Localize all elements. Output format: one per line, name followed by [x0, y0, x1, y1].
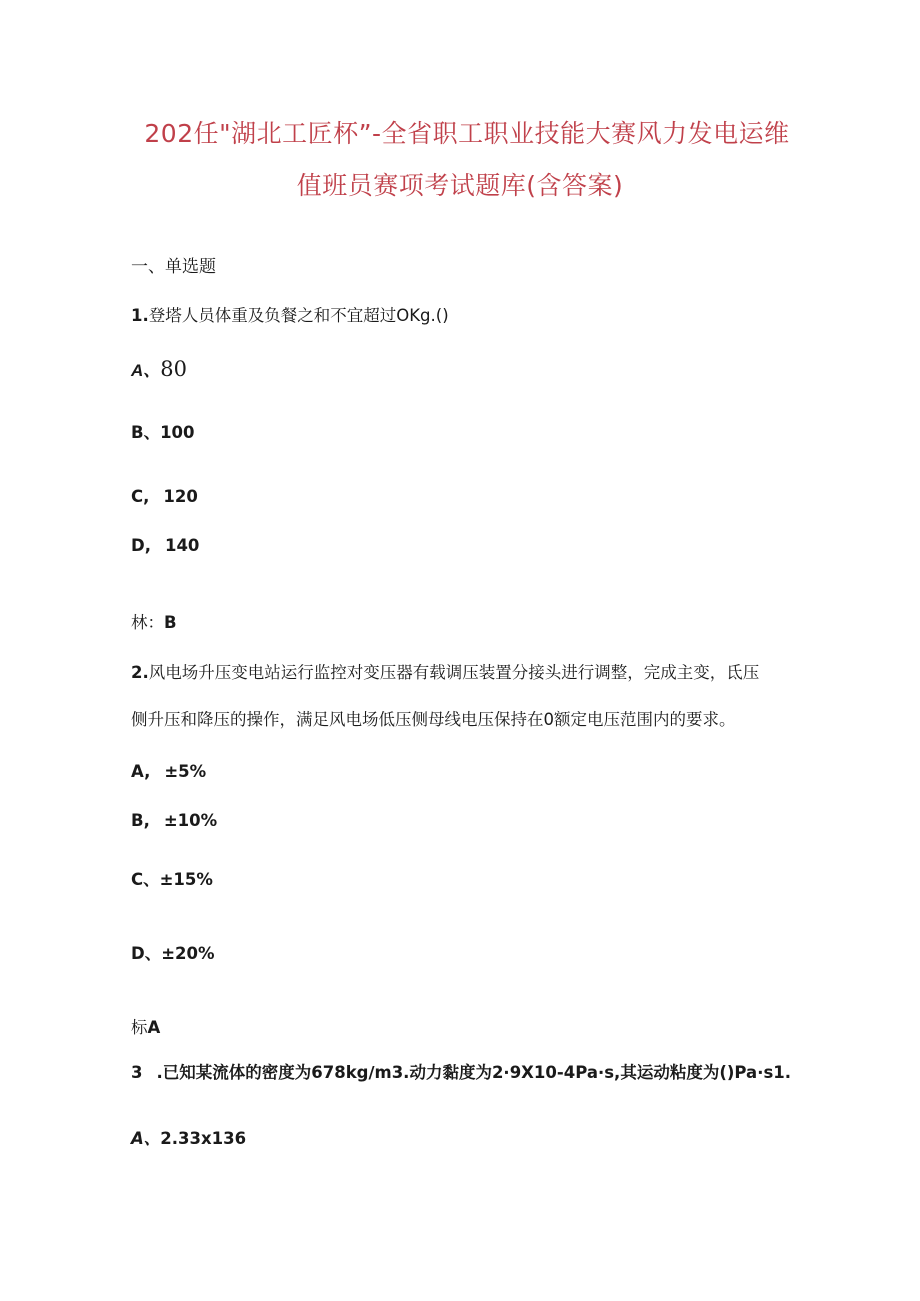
question-2-continued	[131, 706, 736, 730]
section-heading: 一、单选题	[131, 257, 216, 277]
option-value: 120	[163, 487, 198, 506]
question-2	[131, 659, 759, 683]
question-text: .已知某流体的密度为678kg∕m3.动力黏度为2∙9X10-4Pa∙s,其运动粘度为()Pa∙s1.	[156, 1063, 792, 1082]
option-c	[131, 487, 198, 506]
title-line-2: 值班员赛项考试题库(含答案)	[296, 171, 624, 200]
option-label: C、	[131, 870, 160, 889]
question-3	[131, 1059, 791, 1083]
option-value: ±20%	[161, 944, 215, 963]
option-d	[131, 536, 199, 555]
option-label: B、	[131, 423, 161, 442]
answer-value: A	[147, 1018, 161, 1037]
question-number: 2.	[131, 663, 149, 682]
question-1	[131, 302, 449, 326]
option-value: ±10%	[163, 811, 218, 830]
option-a	[131, 356, 187, 381]
option-d	[131, 940, 215, 964]
option-b	[131, 419, 195, 443]
option-value: 100	[160, 423, 195, 442]
option-label: B,	[131, 811, 150, 830]
answer-2	[131, 1014, 160, 1038]
page-title	[0, 108, 920, 212]
option-label: C,	[131, 487, 150, 506]
option-label: A,	[131, 762, 151, 781]
option-value: ±15%	[159, 870, 213, 889]
question-text-line-2: 侧升压和降压的操作，满足风电场低压侧母线电压保持在0额定电压范围内的要求。	[131, 710, 736, 729]
option-label: A、	[131, 1129, 161, 1148]
question-number: 1.	[131, 306, 149, 325]
question-number: 3	[131, 1063, 143, 1082]
answer-prefix: 林：	[131, 613, 164, 632]
answer-1	[131, 609, 177, 633]
option-label: D、	[131, 944, 162, 963]
answer-prefix: 标	[131, 1018, 148, 1037]
option-label: D,	[131, 536, 151, 555]
option-c	[131, 866, 213, 890]
option-value: 80	[160, 357, 188, 381]
question-text-line-1: 风电场升压变电站运行监控对变压器有载调压装置分接头进行调整，完成主变，氐压	[148, 663, 760, 682]
title-line-1: 202任"湖北工匠杯”-全省职工职业技能大赛风力发电运维	[144, 119, 790, 148]
answer-value: B	[164, 613, 177, 632]
option-label: A、	[131, 361, 161, 380]
question-text: 登塔人员体重及负餐之和不宜超过OKg.()	[148, 306, 449, 325]
option-value: 2.33x136	[160, 1129, 247, 1148]
option-value: ±5%	[164, 762, 207, 781]
option-a	[131, 762, 206, 781]
option-a	[131, 1125, 246, 1149]
option-value: 140	[164, 536, 200, 555]
option-b	[131, 811, 217, 830]
